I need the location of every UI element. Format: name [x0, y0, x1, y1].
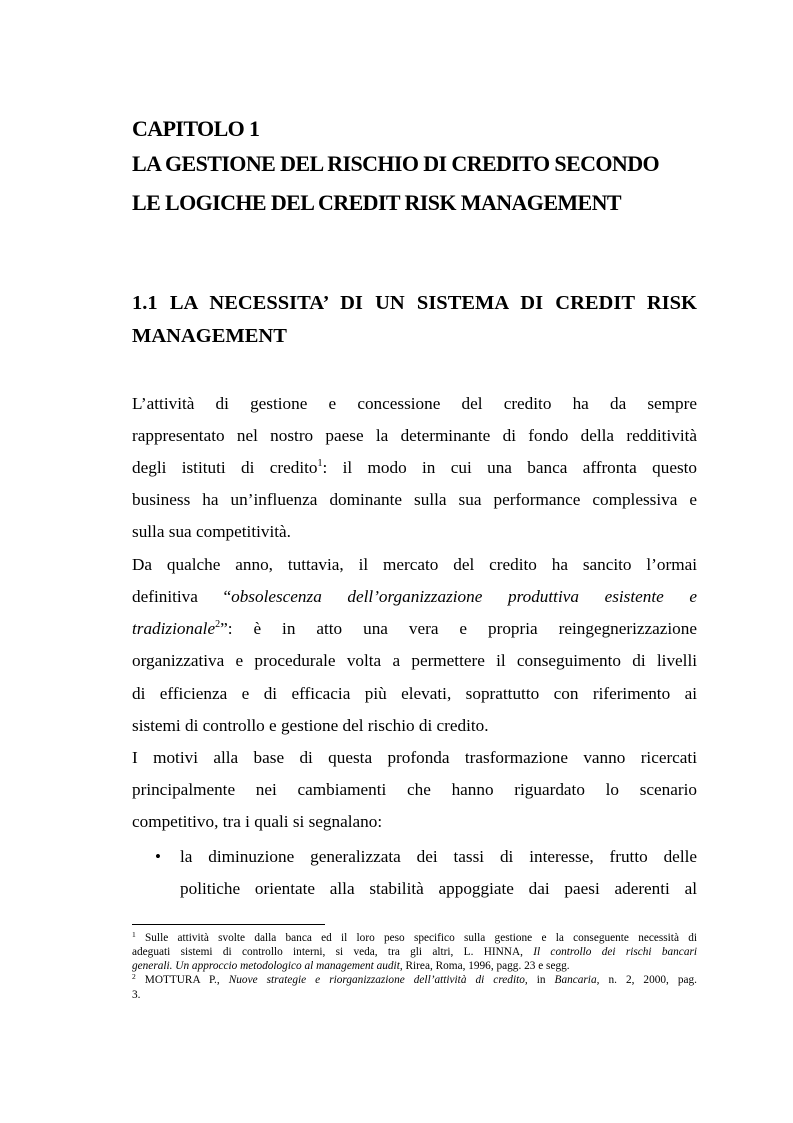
italic-journal: Bancaria, — [554, 974, 600, 986]
italic-title: Il controllo dei rischi bancari — [533, 946, 698, 958]
text-run: adeguati sistemi di controllo interni, si veda, tra gli altri, L. HINNA, — [132, 946, 534, 958]
chapter-title-line-1: LA GESTIONE DEL RISCHIO DI CREDITO SECONDO — [132, 151, 659, 176]
text-run: n. 2, 2000, pag. — [599, 974, 698, 986]
text-line: Da qualche anno, tuttavia, il mercato del credito ha sancito l’ormai — [132, 555, 697, 574]
text-run: MOTTURA P., — [135, 974, 229, 986]
italic-title: Nuove strategie e riorganizzazione dell’attività di credito, — [228, 974, 528, 986]
text-line: sistemi di controllo e gestione del rischio di credito. — [132, 716, 489, 735]
text-run: , Rirea, Roma, 1996, pagg. 23 e segg. — [399, 960, 570, 972]
text-line: rappresentato nel nostro paese la determinante di fondo della redditività — [132, 426, 697, 445]
footnote-ref-2: 2 — [215, 619, 221, 630]
text-run: ”: è in atto una vera e propria reingegnerizzazione — [220, 619, 697, 638]
section-heading-line-2: MANAGEMENT — [132, 325, 287, 347]
text-run: degli istituti di credito — [132, 458, 318, 477]
text-line: principalmente nei cambiamenti che hanno riguardato lo scenario — [132, 780, 697, 799]
italic-title: generali. Un approccio metodologico al management audit — [132, 960, 400, 972]
section-heading-line-1: 1.1 LA NECESSITA’ DI UN SISTEMA DI CREDIT RISK — [132, 292, 697, 314]
italic-quote: obsolescenza dell’organizzazione produttiva esistente e — [231, 587, 697, 606]
text-line: organizzativa e procedurale volta a permettere il conseguimento di livelli — [132, 651, 697, 670]
text-line: L’attività di gestione e concessione del credito ha da sempre — [132, 394, 697, 413]
italic-quote: tradizionale — [132, 619, 216, 638]
text-line — [132, 588, 697, 605]
text-line: di efficienza e di efficacia più elevati, soprattutto con riferimento ai — [132, 684, 697, 703]
text-line: I motivi alla base di questa profonda trasformazione vanno ricercati — [132, 748, 697, 767]
footnote-2-line: 3. — [132, 989, 141, 1001]
chapter-title-line-2: LE LOGICHE DEL CREDIT RISK MANAGEMENT — [132, 190, 621, 215]
text-run: in — [527, 974, 555, 986]
footnote-1-line — [132, 930, 697, 944]
footnote-2-line — [132, 972, 698, 986]
footnote-number: 2 — [132, 972, 136, 981]
text-line: business ha un’influenza dominante sulla sua performance complessiva e — [132, 490, 697, 509]
text-line: sulla sua competitività. — [132, 522, 291, 541]
bullet-icon: • — [155, 847, 161, 866]
footnote-separator — [132, 924, 325, 925]
text-run: : il modo in cui una banca affronta questo — [322, 458, 698, 477]
text-run: definitiva “ — [132, 587, 232, 606]
text-run: Sulle attività svolte dalla banca ed il loro peso specifico sulla gestione e la conseguente necessità di — [135, 932, 697, 944]
chapter-number: CAPITOLO 1 — [132, 116, 260, 141]
footnote-1-line — [132, 947, 697, 958]
footnote-number: 1 — [132, 930, 136, 939]
footnote-ref-1: 1 — [317, 458, 323, 469]
text-line: competitivo, tra i quali si segnalano: — [132, 812, 383, 831]
text-line — [132, 459, 697, 476]
bullet-text-line: politiche orientate alla stabilità appoggiate dai paesi aderenti al — [180, 879, 697, 898]
bullet-text-line: la diminuzione generalizzata dei tassi di interesse, frutto delle — [180, 847, 697, 866]
text-line — [132, 620, 697, 637]
footnote-1-line — [132, 961, 697, 972]
